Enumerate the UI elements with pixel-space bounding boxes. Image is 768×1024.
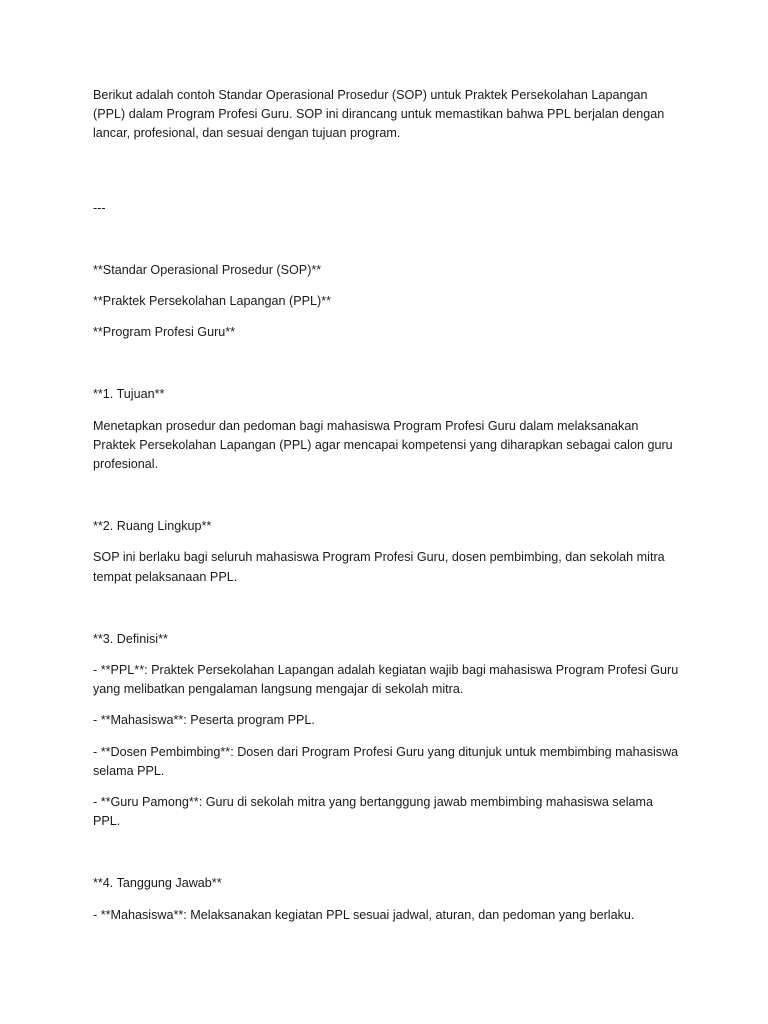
section-heading-ruang-lingkup: **2. Ruang Lingkup** xyxy=(93,519,212,534)
document-page xyxy=(93,86,683,925)
list-item: - **Mahasiswa**: Peserta program PPL. xyxy=(93,713,315,728)
document-title-ppl: **Praktek Persekolahan Lapangan (PPL)** xyxy=(93,294,332,309)
document-title-sop: **Standar Operasional Prosedur (SOP)** xyxy=(93,262,322,277)
list-item: - **Guru Pamong**: Guru di sekolah mitra yang bertanggung jawab membimbing mahasiswa selama PPL. xyxy=(93,795,657,829)
intro-paragraph: Berikut adalah contoh Standar Operasional Prosedur (SOP) untuk Praktek Persekolahan Lapangan (PPL) dalam Program Profesi Guru. SOP ini dirancang untuk memastikan bahwa PPL berjalan dengan lancar, profesional, dan sesuai dengan tujuan program. xyxy=(93,88,668,141)
section-body-tujuan: Menetapkan prosedur dan pedoman bagi mahasiswa Program Profesi Guru dalam melaksanakan Praktek Persekolahan Lapangan (PPL) agar mencapai kompetensi yang diharapkan sebagai calon guru profesional. xyxy=(93,418,677,472)
section-heading-definisi: **3. Definisi** xyxy=(93,631,168,646)
list-item: - **PPL**: Praktek Persekolahan Lapangan adalah kegiatan wajib bagi mahasiswa Program Profesi Guru yang melibatkan pengalaman langsung mengajar di sekolah mitra. xyxy=(93,663,682,697)
separator: --- xyxy=(93,200,106,215)
list-item: - **Dosen Pembimbing**: Dosen dari Program Profesi Guru yang ditunjuk untuk membimbing mahasiswa selama PPL. xyxy=(93,744,682,778)
section-heading-tujuan: **1. Tujuan** xyxy=(93,387,165,402)
document-title-program: **Program Profesi Guru** xyxy=(93,325,236,340)
section-heading-tanggung-jawab: **4. Tanggung Jawab** xyxy=(93,876,222,891)
list-item: - **Mahasiswa**: Melaksanakan kegiatan PPL sesuai jadwal, aturan, dan pedoman yang berlaku. xyxy=(93,907,635,922)
section-body-ruang-lingkup: SOP ini berlaku bagi seluruh mahasiswa Program Profesi Guru, dosen pembimbing, dan sekolah mitra tempat pelaksanaan PPL. xyxy=(93,550,669,584)
